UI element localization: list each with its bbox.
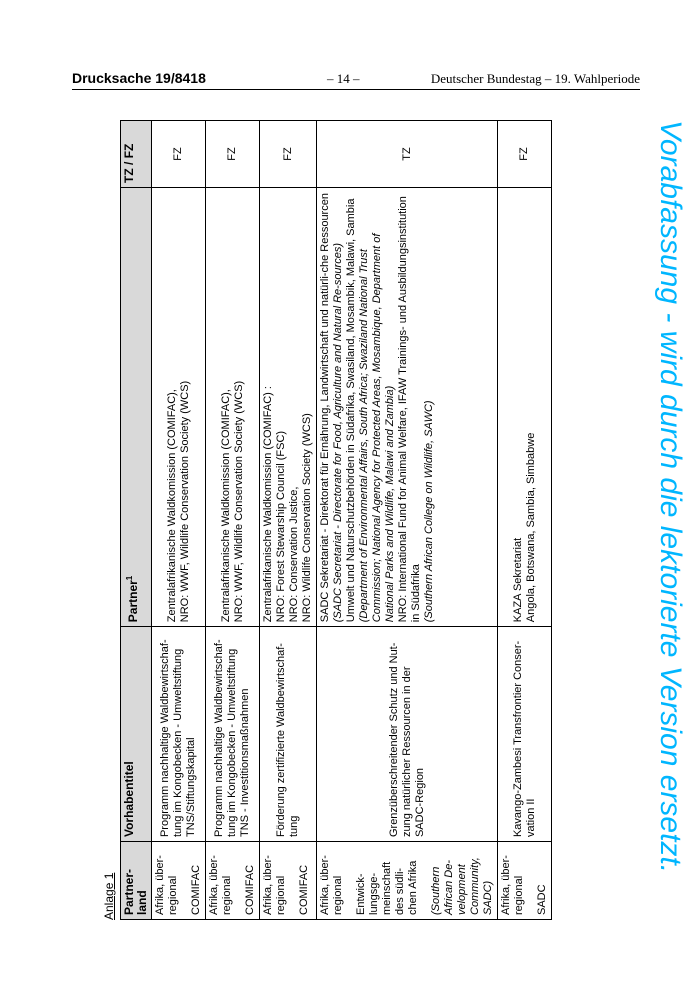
rotated-table-container: [102, 120, 640, 920]
cell-vorhabentitel: Programm nachhaltige Waldbewirtschaf-tung im Kongobecken - Umweltstiftung TNS/Stiftungskapital: [152, 627, 206, 842]
partner-line: SADC Sekretariat - Direktorat für Ernährung, Landwirtschaft und natürli-che Ressourcen: [319, 193, 331, 623]
partner-line: NRO: Wildlife Conservation Society (WCS): [301, 413, 313, 623]
parliament-label: Deutscher Bundestag – 19. Wahlperiode: [430, 71, 640, 86]
partnerland-line: Afrika, über-regional: [262, 855, 287, 915]
anlage-label: Anlage 1: [102, 872, 116, 920]
partnerland-line: COMIFAC: [298, 864, 310, 915]
cell-partnerland: [317, 842, 498, 920]
cell-tzfz: FZ: [498, 121, 552, 188]
table-row: [317, 121, 498, 920]
partnerland-line: Entwick-lungsge-meinschaft des südli-chen Afrika: [355, 860, 419, 915]
partnerland-line: [180, 846, 190, 915]
partnerland-line: COMIFAC: [244, 864, 256, 915]
partnerland-line: [288, 846, 298, 915]
partner-line: KAZA Sekretariat: [511, 537, 524, 623]
page-number: – 14 –: [327, 71, 360, 86]
cell-partner: [317, 187, 498, 626]
cell-vorhabentitel: Kavango-Zambesi Transfrontier Conser-vation II: [498, 627, 552, 842]
cell-vorhabentitel: Förderung zertifizierte Waldbewirtschaf-tung: [260, 627, 317, 842]
document-number: Drucksache 19/8418: [72, 70, 206, 86]
cell-partner: [260, 187, 317, 626]
partner-line: Zentralafrikanische Waldkomission (COMIFAC) :: [262, 386, 274, 623]
partnerland-line: [526, 846, 536, 915]
partner-line: NRO: Forest Stewarship Council (FSC): [275, 430, 287, 623]
partner-table: [120, 120, 552, 920]
cell-tzfz: FZ: [206, 121, 260, 188]
partner-line: (SADC Secretariat - Directorate for Food, Agriculture and Natural Re-sources): [332, 243, 344, 623]
partner-line: NRO: International Fund for Animal Welfare, IFAW Trainings- und Ausbildungsinstitution in Südafrika: [397, 196, 422, 623]
partner-line: (Southern African College on Wildlife, SAWC): [423, 400, 435, 623]
partner-line: Zentralafrikanische Waldkomission (COMIFAC),: [219, 389, 232, 623]
partnerland-line: Afrika, über-regional: [154, 855, 179, 915]
cell-partner: [152, 187, 206, 626]
header-vorhabentitel: Vorhabentitel: [121, 627, 152, 842]
cell-partner: [498, 187, 552, 626]
header-tzfz: TZ / FZ: [121, 121, 152, 188]
table-row: [498, 121, 552, 920]
cell-tzfz: FZ: [260, 121, 317, 188]
partnerland-line: Afrika, über-regional: [208, 855, 233, 915]
partnerland-line: COMIFAC: [190, 864, 202, 915]
table-row: [260, 121, 317, 920]
cell-vorhabentitel: Grenzüberschreitender Schutz und Nut-zung natürlicher Ressourcen in der SADC-Region: [317, 627, 498, 842]
watermark: [650, 120, 690, 910]
cell-partnerland: [206, 842, 260, 920]
partner-line: (Department of Environmental Affairs, South Africa; Swaziland National Trust Commission; National Agency for Protected Areas, Mosambique, Department of National Parks and Wildlife, Malawi and Zambia): [358, 233, 396, 623]
watermark-text: Vorabfassung - wird durch die lektorierte Version ersetzt.: [654, 120, 687, 874]
partnerland-line: (Southern African De-velopment Community, SADC): [430, 857, 494, 915]
cell-partnerland: [498, 842, 552, 920]
partner-line: NRO: Conservation Justice,: [288, 486, 300, 623]
partner-line: NRO: WWF, Wildlife Conservation Society (WCS): [178, 380, 191, 623]
table-row: [206, 121, 260, 920]
partnerland-line: Afrika, über-regional: [500, 855, 525, 915]
partner-line: Umwelt und Naturschutzbehörden in Südafrika, Swasiland, Mosambik, Malawi, Sambia: [345, 198, 357, 623]
cell-partnerland: [260, 842, 317, 920]
cell-tzfz: FZ: [152, 121, 206, 188]
header-rule: [72, 89, 640, 90]
cell-partnerland: [152, 842, 206, 920]
partner-line: Zentralafrikanische Waldkomission (COMIFAC),: [165, 389, 178, 623]
header-partner: Partner$^1$: [121, 187, 152, 626]
cell-partner: [206, 187, 260, 626]
header-partnerland: Partner-land: [121, 842, 152, 920]
cell-tzfz: TZ: [317, 121, 498, 188]
partnerland-line: Afrika, über-regional: [319, 855, 344, 915]
partnerland-line: [234, 846, 244, 915]
table-row: [152, 121, 206, 920]
table-header-row: [121, 121, 152, 920]
cell-vorhabentitel: Programm nachhaltige Waldbewirtschaf-tung im Kongobecken - Umweltstiftung TNS - Investitionsmaßnahmen: [206, 627, 260, 842]
partnerland-line: SADC: [536, 884, 548, 915]
partner-line: Angola, Botswana, Sambia, Simbabwe: [524, 432, 537, 623]
partner-line: NRO: WWF, Wildlife Conservation Society (WCS): [232, 380, 245, 623]
partnerland-line: [420, 846, 430, 915]
partnerland-line: [345, 846, 355, 915]
